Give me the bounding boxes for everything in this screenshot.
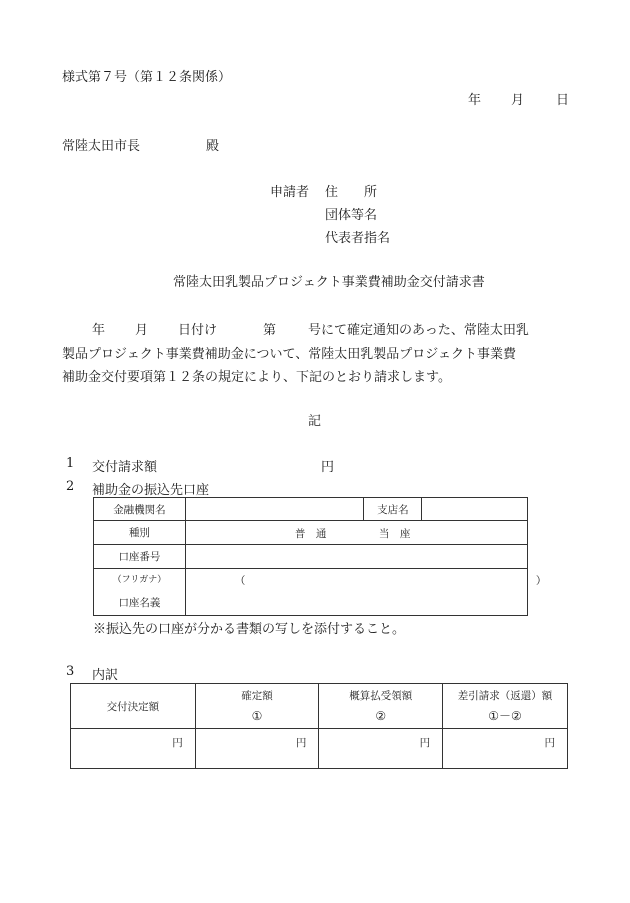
body-year: 年 (92, 323, 106, 338)
item1-label: 交付請求額 (92, 460, 158, 475)
body-line3: 補助金交付要項第１２条の規定により、下記のとおり請求します。 (62, 370, 451, 385)
item2-label: 補助金の振込先口座 (92, 483, 210, 498)
account-number-label: 口座番号 (94, 545, 186, 569)
document-title: 常陸太田乳製品プロジェクト事業費補助金交付請求書 (173, 275, 485, 290)
value-difference-unit[interactable]: 円 (443, 729, 568, 769)
body-line2: 製品プロジェクト事業費補助金について、常陸太田乳製品プロジェクト事業費 (62, 347, 516, 362)
furigana-label: （フリガナ） (112, 575, 167, 585)
header-advance-received: 概算払受領額 (349, 690, 413, 702)
date-day: 日 (556, 93, 570, 108)
value-decided-unit[interactable]: 円 (71, 729, 196, 769)
applicant-role: 申請者 (270, 185, 310, 200)
breakdown-table (70, 683, 568, 769)
header-difference: 差引請求（返還）額 (457, 690, 553, 702)
body-dai: 第 (263, 323, 277, 338)
addressee-name: 常陸太田市長 (62, 139, 141, 154)
header-confirmed-amount: 確定額 (241, 690, 273, 702)
ki-heading: 記 (308, 414, 322, 429)
account-holder-label: 口座名義 (118, 597, 161, 609)
item1-number: 1 (66, 456, 75, 471)
furigana-paren-close: ） (535, 575, 547, 587)
header-confirmed-sub: ① (251, 709, 263, 723)
account-type-options[interactable] (185, 521, 527, 545)
bank-name-value[interactable] (185, 498, 363, 521)
branch-value[interactable] (422, 498, 528, 521)
date-month: 月 (511, 93, 525, 108)
value-confirmed-unit[interactable]: 円 (195, 729, 319, 769)
header-confirmed-cell (195, 684, 319, 729)
bank-name-label: 金融機関名 (94, 498, 186, 521)
applicant-address-label: 住 所 (325, 185, 378, 200)
item1-unit: 円 (321, 460, 335, 475)
header-decided-amount: 交付決定額 (71, 684, 196, 729)
body-month: 月 (135, 323, 149, 338)
branch-label: 支店名 (364, 498, 422, 521)
account-holder-label-cell (94, 569, 186, 616)
applicant-rep-label: 代表者指名 (325, 231, 391, 246)
type-current[interactable]: 当 座 (378, 528, 411, 540)
account-holder-value[interactable] (185, 569, 547, 616)
furigana-paren-open: （ (234, 575, 246, 587)
item2-number: 2 (66, 479, 75, 494)
account-type-label: 種別 (94, 521, 186, 545)
header-difference-sub: ①－② (488, 709, 522, 723)
applicant-org-label: 団体等名 (325, 208, 378, 223)
type-ordinary[interactable]: 普 通 (294, 528, 327, 540)
attachment-note: ※振込先の口座が分かる書類の写しを添付すること。 (93, 622, 406, 637)
date-year: 年 (468, 93, 482, 108)
body-line1: 号にて確定通知のあった、常陸太田乳 (308, 323, 529, 338)
form-number: 様式第７号（第１２条関係） (62, 70, 232, 85)
body-day-suffix: 日付け (178, 323, 218, 338)
bank-account-table (93, 497, 547, 616)
header-difference-cell (443, 684, 568, 729)
header-advance-cell (319, 684, 443, 729)
account-number-value[interactable] (185, 545, 527, 569)
item3-number: 3 (66, 664, 75, 679)
header-advance-sub: ② (375, 709, 387, 723)
addressee-honorific: 殿 (206, 139, 220, 154)
item3-label: 内訳 (92, 668, 119, 683)
value-advance-unit[interactable]: 円 (319, 729, 443, 769)
